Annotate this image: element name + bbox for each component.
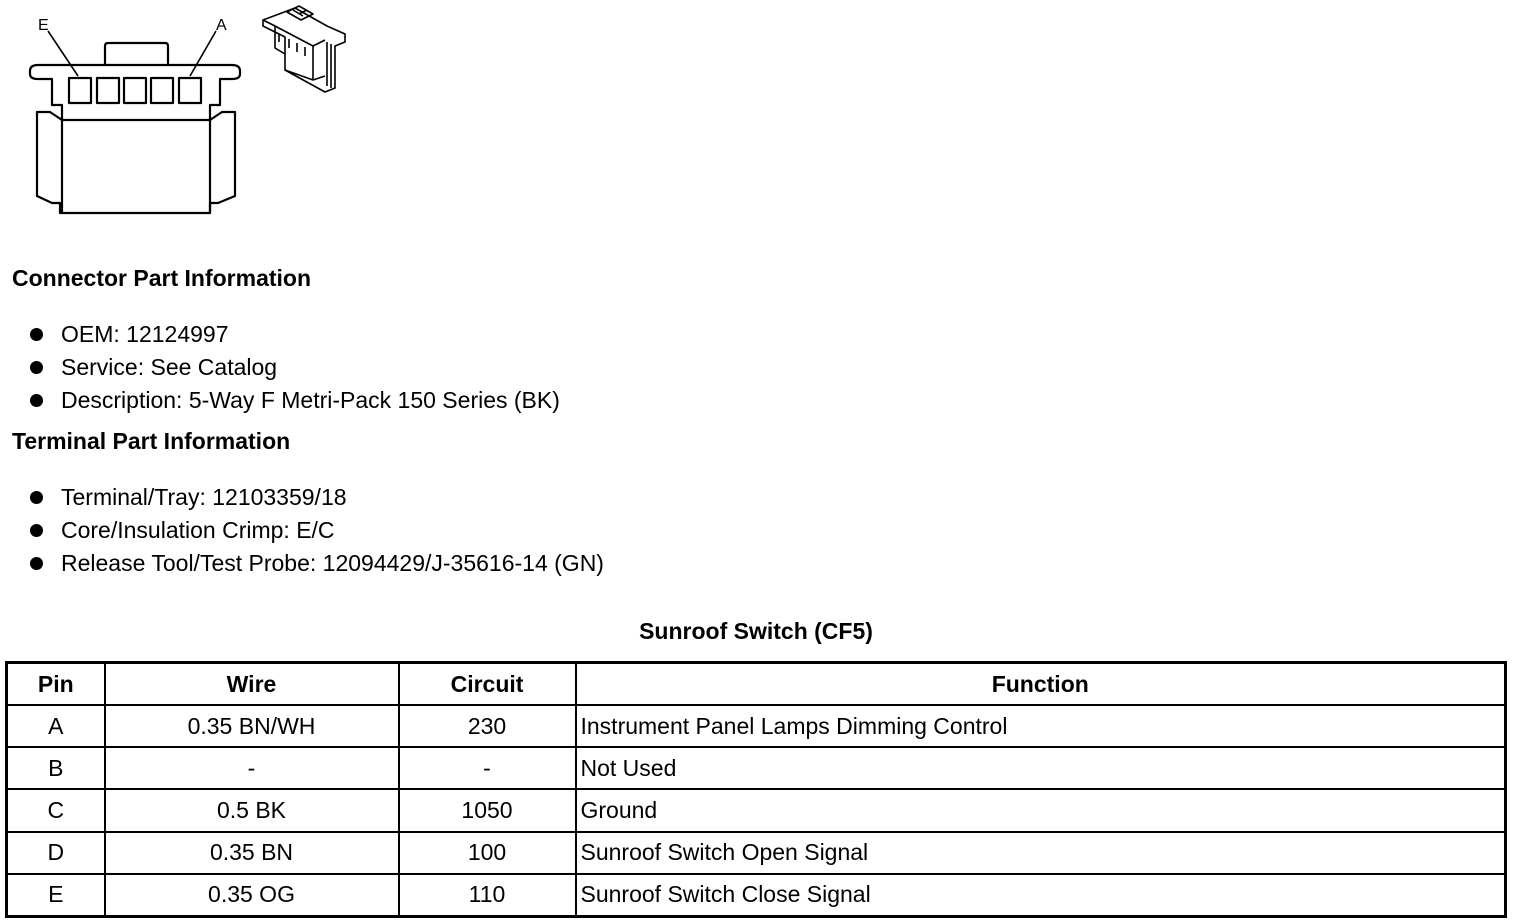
list-item [30, 320, 560, 353]
connector-isometric-icon [255, 2, 360, 97]
table-row [7, 705, 1506, 747]
table-title: Sunroof Switch (CF5) [639, 618, 873, 644]
table-row [7, 789, 1506, 831]
cell-function: Sunroof Switch Open Signal [576, 832, 1506, 874]
leader-line-a [190, 31, 216, 76]
column-header-pin: Pin [7, 663, 105, 706]
connector-body [62, 120, 210, 213]
table-header-row [7, 663, 1506, 706]
list-item-text: Release Tool/Test Probe: 12094429/J-35616-14 (GN) [61, 550, 604, 576]
cell-function: Ground [576, 789, 1506, 831]
column-header-circuit: Circuit [399, 663, 576, 706]
cell-circuit: 100 [399, 832, 576, 874]
list-item [30, 483, 604, 516]
cell-pin: A [7, 705, 105, 747]
terminal-part-info-heading: Terminal Part Information [12, 428, 291, 454]
list-item-text: Terminal/Tray: 12103359/18 [61, 484, 347, 510]
cell-wire: 0.35 BN [105, 832, 399, 874]
list-item-text: Description: 5-Way F Metri-Pack 150 Series (BK) [61, 387, 560, 413]
list-item [30, 353, 560, 386]
terminal-part-info-list [30, 483, 604, 582]
cavity-a [179, 78, 201, 103]
pinout-table [5, 661, 1507, 918]
bullet-icon [30, 557, 43, 570]
pin-label-e: E [38, 17, 49, 34]
connector-part-info-heading: Connector Part Information [12, 265, 312, 291]
cell-function: Not Used [576, 747, 1506, 789]
cavity-d [97, 78, 119, 103]
cell-wire: - [105, 747, 399, 789]
cell-circuit: 1050 [399, 789, 576, 831]
bullet-icon [30, 524, 43, 537]
pin-label-a: A [216, 17, 227, 34]
cell-function: Instrument Panel Lamps Dimming Control [576, 705, 1506, 747]
column-header-wire: Wire [105, 663, 399, 706]
cavity-e [69, 78, 91, 103]
list-item-text: Service: See Catalog [61, 354, 278, 380]
cavity-c [124, 78, 146, 103]
connector-part-info-list [30, 320, 560, 419]
bullet-icon [30, 328, 43, 341]
cell-pin: B [7, 747, 105, 789]
cell-wire: 0.35 OG [105, 874, 399, 917]
table-row [7, 747, 1506, 789]
list-item [30, 386, 560, 419]
cell-pin: C [7, 789, 105, 831]
bullet-icon [30, 361, 43, 374]
list-item [30, 549, 604, 582]
cell-pin: D [7, 832, 105, 874]
connector-latch [105, 43, 168, 65]
table-row [7, 874, 1506, 917]
bullet-icon [30, 491, 43, 504]
cavity-b [151, 78, 173, 103]
column-header-function: Function [576, 663, 1506, 706]
bullet-icon [30, 394, 43, 407]
cell-wire: 0.35 BN/WH [105, 705, 399, 747]
cell-function: Sunroof Switch Close Signal [576, 874, 1506, 917]
cell-wire: 0.5 BK [105, 789, 399, 831]
list-item-text: OEM: 12124997 [61, 321, 229, 347]
list-item-text: Core/Insulation Crimp: E/C [61, 517, 335, 543]
leader-line-e [48, 31, 78, 76]
list-item [30, 516, 604, 549]
connector-front-view [20, 8, 260, 218]
cell-circuit: - [399, 747, 576, 789]
table-row [7, 832, 1506, 874]
cell-circuit: 230 [399, 705, 576, 747]
cell-circuit: 110 [399, 874, 576, 917]
cell-pin: E [7, 874, 105, 917]
